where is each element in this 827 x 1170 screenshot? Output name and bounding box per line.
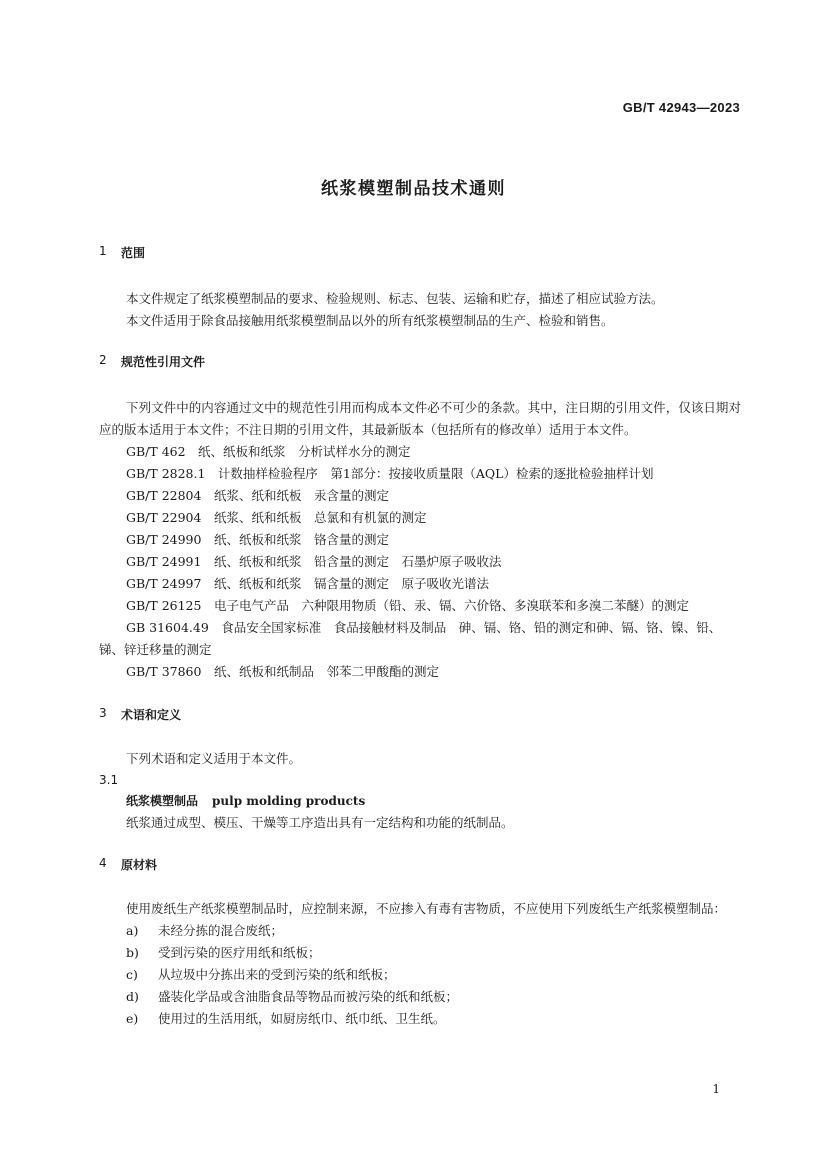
section-title: 术语和定义 [121,708,182,722]
section-title: 原材料 [121,858,158,872]
document-title: 纸浆模塑制品技术通则 [321,179,506,199]
raw-material-intro: 使用废纸生产纸浆模塑制品时，应控制来源，不应掺入有毒有害物质，不应使用下列废纸生产纸浆模塑制品： [126,901,727,916]
standard-code: GB/T 42943—2023 [622,100,740,115]
reference-item: GB/T 22804 纸浆、纸和纸板 汞含量的测定 [126,488,389,503]
reference-item: GB/T 37860 纸、纸板和纸制品 邻苯二甲酸酯的测定 [126,664,439,679]
scope-paragraph: 本文件规定了纸浆模塑制品的要求、检验规则、标志、包装、运输和贮存，描述了相应试验方法。 [126,291,664,306]
section-3-heading [99,706,741,723]
section-number: 1 [99,244,107,258]
section-title: 范围 [121,246,146,260]
list-text: 从垃圾中分拣出来的受到污染的纸和纸板； [158,967,396,982]
term-entry [99,790,741,812]
list-label: e) [126,1011,139,1026]
section-title: 规范性引用文件 [121,355,206,369]
reference-item: GB/T 462 纸、纸板和纸浆 分析试样水分的测定 [126,444,411,459]
section-2-heading [99,353,741,370]
page-number: 1 [712,1082,720,1096]
term-definition: 纸浆通过成型、模压、干燥等工序造出具有一定结构和功能的纸制品。 [126,815,514,830]
term-english: pulp molding products [212,794,366,808]
list-label: b) [126,945,139,960]
document-body [99,244,741,1030]
section-number: 3 [99,706,107,720]
list-item [99,942,741,964]
list-item [99,1008,741,1030]
list-item [99,986,741,1008]
list-text: 受到污染的医疗用纸和纸板； [158,945,321,960]
reference-item: GB/T 24991 纸、纸板和纸浆 铅含量的测定 石墨炉原子吸收法 [126,554,502,569]
section-number: 4 [99,856,107,870]
list-label: a) [126,923,139,938]
terms-intro: 下列术语和定义适用于本文件。 [126,751,302,766]
scope-paragraph: 本文件适用于除食品接触用纸浆模塑制品以外的所有纸浆模塑制品的生产、检验和销售。 [126,313,614,328]
list-text: 使用过的生活用纸，如厨房纸巾、纸巾纸、卫生纸。 [158,1011,446,1026]
reference-item: GB 31604.49 食品安全国家标准 食品接触材料及制品 砷、镉、铬、铅的测定和砷、镉、铬、镍、铅、锑、锌迁移量的测定 [99,620,722,657]
section-4-heading [99,856,741,873]
list-label: c) [126,967,138,982]
reference-item: GB/T 2828.1 计数抽样检验程序 第1部分：按接收质量限（AQL）检索的逐批检验抽样计划 [126,466,654,481]
term-chinese: 纸浆模塑制品 [126,794,199,808]
references-intro: 下列文件中的内容通过文中的规范性引用而构成本文件必不可少的条款。其中，注日期的引用文件，仅该日期对应的版本适用于本文件；不注日期的引用文件，其最新版本（包括所有的修改单）适用于本文件。 [99,400,741,437]
reference-item: GB/T 22904 纸浆、纸和纸板 总氯和有机氯的测定 [126,510,427,525]
list-item [99,964,741,986]
list-text: 未经分拣的混合废纸； [158,923,284,938]
list-item [99,920,741,942]
term-number: 3.1 [99,773,119,787]
reference-item: GB/T 24997 纸、纸板和纸浆 镉含量的测定 原子吸收光谱法 [126,576,489,591]
reference-item: GB/T 26125 电子电气产品 六种限用物质（铅、汞、镉、六价铬、多溴联苯和多溴二苯醚）的测定 [126,598,689,613]
reference-item: GB/T 24990 纸、纸板和纸浆 铬含量的测定 [126,532,389,547]
section-number: 2 [99,353,107,367]
list-label: d) [126,989,139,1004]
section-1-heading [99,244,741,261]
list-text: 盛装化学品或含油脂食品等物品而被污染的纸和纸板； [158,989,459,1004]
